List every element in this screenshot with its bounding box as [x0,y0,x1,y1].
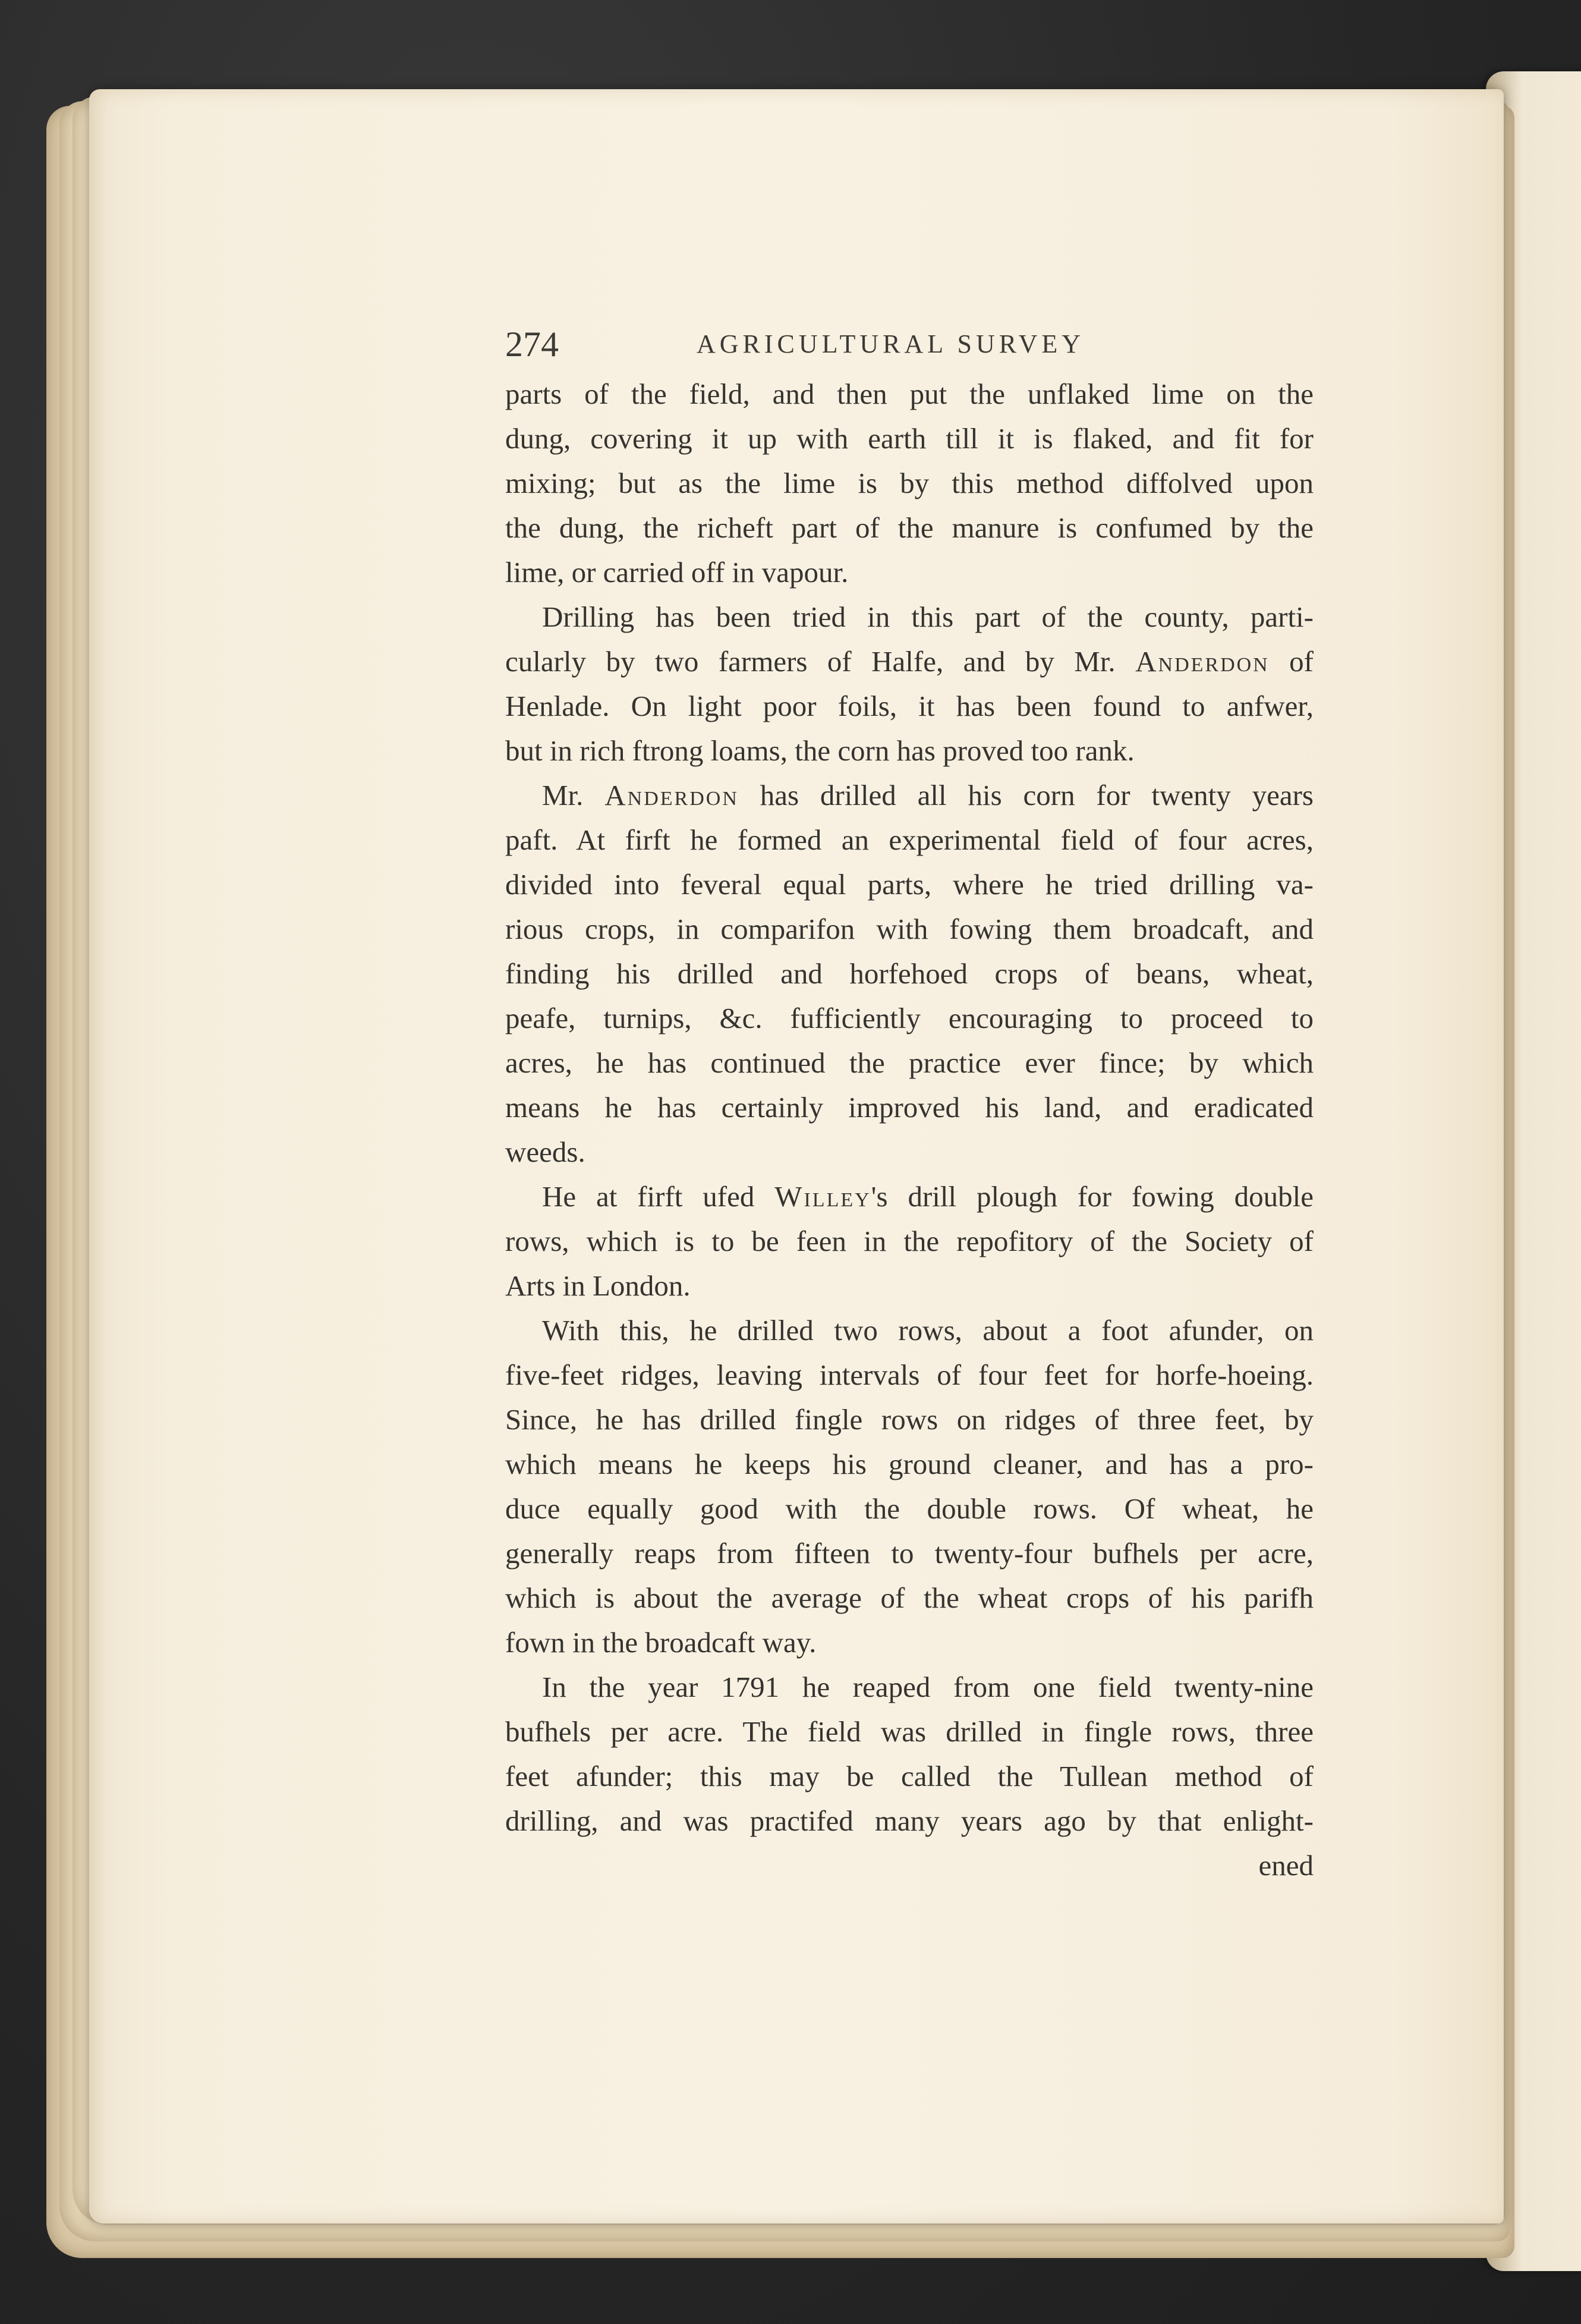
text-line: cularly by two farmers of Halfe, and by Mr. Anderdon of [505,645,1314,678]
text-line: Since, he has drilled fingle rows on ridges of three feet, by [505,1403,1314,1436]
text-line: mixing; but as the lime is by this method diffolved upon [505,467,1314,499]
text-line: peafe, turnips, &c. fufficiently encouraging to proceed to [505,1002,1314,1034]
text-line: fown in the broadcaft way. [505,1626,817,1659]
text-line: ened [1258,1849,1314,1882]
text-line: means he has certainly improved his land, and eradicated [505,1091,1314,1124]
text-line: dung, covering it up with earth till it is flaked, and fit for [505,422,1314,455]
text-line: divided into feveral equal parts, where he tried drilling va- [505,868,1314,901]
text-line: Henlade. On light poor foils, it has been found to anfwer, [505,690,1314,722]
text-line: which is about the average of the wheat crops of his parifh [505,1581,1314,1614]
text-line: He at firft ufed Willey's drill plough for fowing double [542,1180,1314,1213]
text-line: weeds. [505,1136,585,1168]
small-caps-name: Anderdon [604,779,739,812]
text-line: lime, or carried off in vapour. [505,556,849,589]
text-line: which means he keeps his ground cleaner, and has a pro- [505,1448,1314,1480]
text-line: Arts in London. [505,1269,691,1302]
text-line: but in rich ftrong loams, the corn has proved too rank. [505,734,1135,767]
text-line: In the year 1791 he reaped from one field twenty-nine [542,1671,1314,1703]
text-line: finding his drilled and horfehoed crops of beans, wheat, [505,957,1314,990]
text-line: rows, which is to be feen in the repofitory of the Society of [505,1225,1314,1257]
small-caps-name: Anderdon [1135,645,1270,678]
text-line: drilling, and was practifed many years ago by that enlight- [505,1804,1314,1837]
running-head [505,324,1314,372]
text-line: Mr. Anderdon has drilled all his corn for twenty years [542,779,1314,812]
text-line: the dung, the richeft part of the manure is confumed by the [505,511,1314,544]
body-text [505,372,1314,1888]
running-title: AGRICULTURAL SURVEY [697,329,1085,358]
text-line: With this, he drilled two rows, about a foot afunder, on [542,1314,1314,1347]
text-line: five-feet ridges, leaving intervals of four feet for horfe-hoeing. [505,1358,1314,1391]
text-line: duce equally good with the double rows. Of wheat, he [505,1492,1314,1525]
page-number: 274 [505,325,559,364]
text-line: generally reaps from fifteen to twenty-four bufhels per acre, [505,1537,1314,1570]
text-line: Drilling has been tried in this part of the county, parti- [542,600,1314,633]
text-line: parts of the field, and then put the unflaked lime on the [505,378,1314,410]
text-line: rious crops, in comparifon with fowing them broadcaft, and [505,913,1314,945]
text-line: paft. At firft he formed an experimental field of four acres, [505,823,1314,856]
text-line: feet afunder; this may be called the Tullean method of [505,1760,1314,1792]
text-line: bufhels per acre. The field was drilled in fingle rows, three [505,1715,1314,1748]
small-caps-name: Willey [774,1180,871,1213]
text-line: acres, he has continued the practice ever fince; by which [505,1046,1314,1079]
